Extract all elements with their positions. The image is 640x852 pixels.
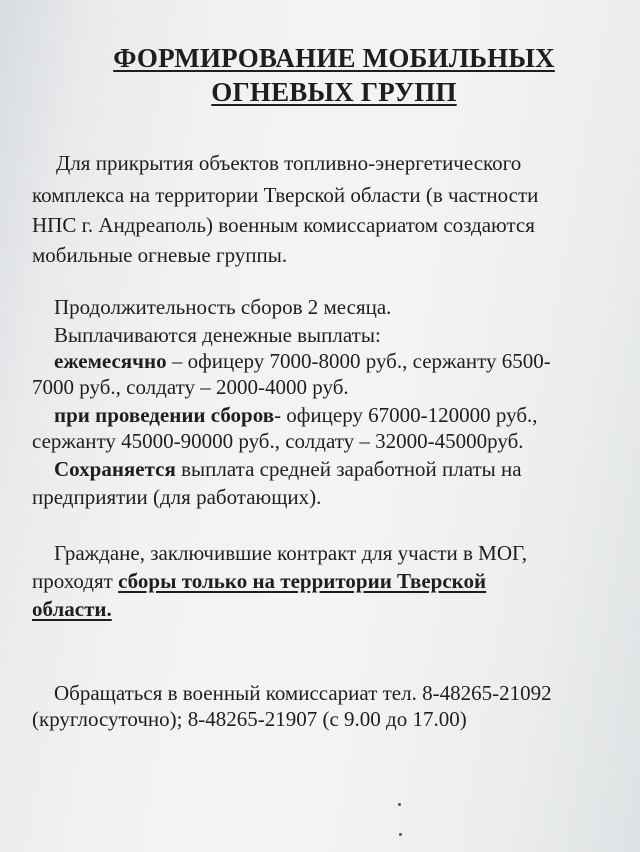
contact-line-2: (круглосуточно); 8-48265-21907 (с 9.00 до 17.00) [32,707,467,731]
monthly-text-1: – офицеру 7000-8000 руб., сержанту 6500- [166,349,551,373]
training-label: при проведении сборов [54,403,275,427]
notice-title-line-2: ОГНЕВЫХ ГРУПП [211,77,457,107]
training-text-1: - офицеру 67000-120000 руб., [274,403,538,427]
notice-title-line-1: ФОРМИРОВАНИЕ МОБИЛЬНЫХ [113,43,555,73]
salary-line-2: предприятии (для работающих). [32,485,322,509]
paper-speck [399,833,402,836]
para1-line-2: комплекса на территории Тверской области (в частности [32,183,539,207]
training-line-2: сержанту 45000-90000 руб., солдату – 32000-45000руб. [32,429,524,453]
salary-line-1 [54,456,522,483]
monthly-line-1 [54,348,551,375]
duration-line: Продолжительность сборов 2 месяца. [54,295,392,319]
para1-line-1: Для прикрытия объектов топливно-энергетического [56,151,522,175]
para1-line-3: НПС г. Андреаполь) военным комиссариатом создаются [32,213,535,237]
payments-intro-line: Выплачиваются денежные выплаты: [54,323,381,347]
contract-line-1: Граждане, заключившие контракт для участи в МОГ, [54,541,528,565]
monthly-label: ежемесячно [54,349,167,373]
contract-line-2 [32,568,486,595]
salary-text-1: выплата средней заработной платы на [175,457,522,481]
salary-label: Сохраняется [54,457,176,481]
contact-line-1: Обращаться в военный комиссариат тел. 8-48265-21092 [54,681,552,705]
contract-territory-underlined: сборы только на территории Тверской [118,569,487,593]
training-line-1 [54,402,538,429]
para1-line-4: мобильные огневые группы. [32,243,288,267]
contract-region-underlined: области. [32,597,112,621]
contract-line-2-plain: проходят [32,569,119,593]
monthly-line-2: 7000 руб., солдату – 2000-4000 руб. [32,375,349,399]
contract-line-3 [32,596,112,623]
paper-speck [398,803,401,806]
